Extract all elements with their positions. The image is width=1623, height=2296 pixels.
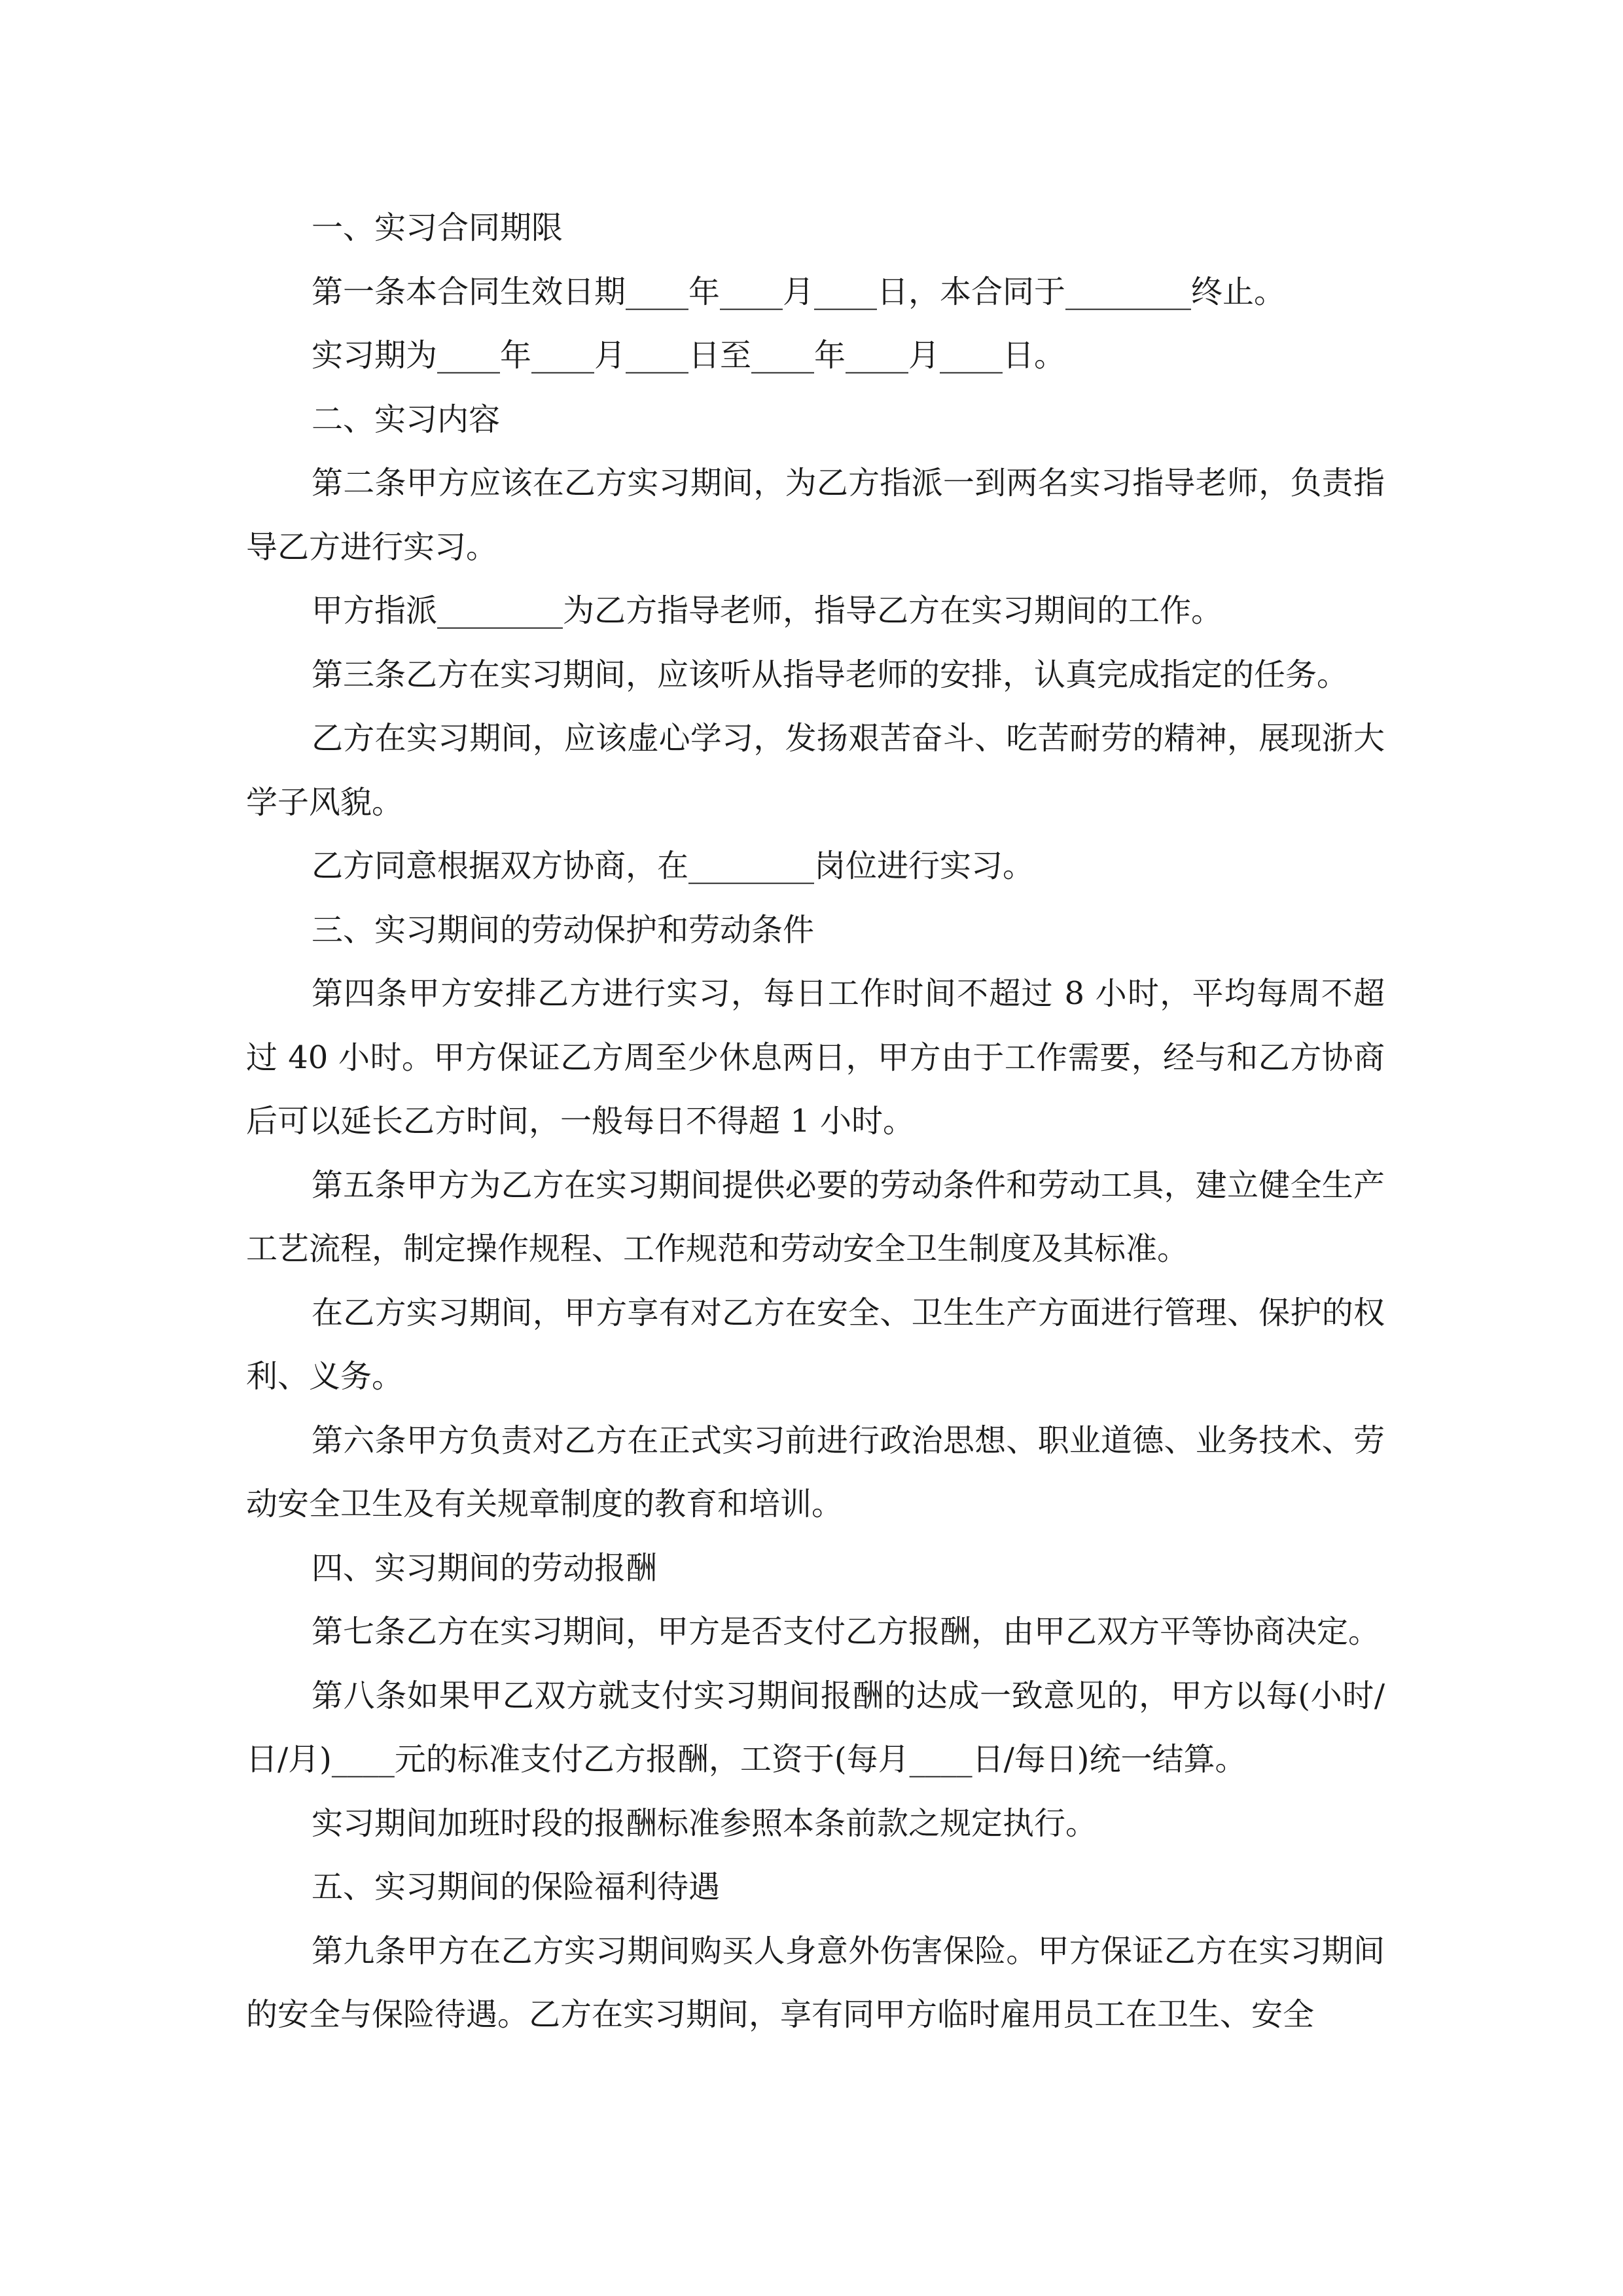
article-3: 第三条乙方在实习期间，应该听从指导老师的安排，认真完成指定的任务。 bbox=[312, 656, 1349, 693]
study-attitude: 乙方在实习期间，应该虚心学习，发扬艰苦奋斗、吃苦耐劳的精神，展现浙大学子风貌。 bbox=[246, 720, 1385, 821]
internship-period: 实习期为____年____月____日至____年____月____日。 bbox=[312, 337, 1066, 374]
mentor-assignment: 甲方指派________为乙方指导老师，指导乙方在实习期间的工作。 bbox=[312, 592, 1223, 629]
article-7: 第七条乙方在实习期间，甲方是否支付乙方报酬，由甲乙双方平等协商决定。 bbox=[312, 1613, 1380, 1650]
article-1: 第一条本合同生效日期____年____月____日，本合同于________终止。 bbox=[312, 273, 1286, 310]
section-heading-content: 二、实习内容 bbox=[312, 401, 501, 438]
section-heading-term: 一、实习合同期限 bbox=[312, 209, 563, 246]
article-4: 第四条甲方安排乙方进行实习，每日工作时间不超过 8 小时，平均每周不超过 40 小时。甲方保证乙方周至少休息两日，甲方由于工作需要，经与和乙方协商后可以延长乙方时间，一般每日不得超 1 小时。 bbox=[246, 975, 1385, 1139]
position-agreement: 乙方同意根据双方协商，在________岗位进行实习。 bbox=[312, 848, 1035, 884]
section-heading-insurance: 五、实习期间的保险福利待遇 bbox=[312, 1869, 721, 1905]
article-5: 第五条甲方为乙方在实习期间提供必要的劳动条件和劳动工具，建立健全生产工艺流程，制定操作规程、工作规范和劳动安全卫生制度及其标准。 bbox=[246, 1166, 1385, 1267]
section-heading-remuneration: 四、实习期间的劳动报酬 bbox=[312, 1549, 658, 1587]
safety-management: 在乙方实习期间，甲方享有对乙方在安全、卫生生产方面进行管理、保护的权利、义务。 bbox=[246, 1294, 1385, 1395]
article-6: 第六条甲方负责对乙方在正式实习前进行政治思想、职业道德、业务技术、劳动安全卫生及有关规章制度的教育和培训。 bbox=[246, 1422, 1385, 1522]
article-8: 第八条如果甲乙双方就支付实习期间报酬的达成一致意见的，甲方以每(小时/日/月)____元的标准支付乙方报酬，工资于(每月____日/每日)统一结算。 bbox=[246, 1677, 1385, 1778]
section-heading-protection: 三、实习期间的劳动保护和劳动条件 bbox=[312, 911, 815, 948]
article-9: 第九条甲方在乙方实习期间购买人身意外伤害保险。甲方保证乙方在实习期间的安全与保险待遇。乙方在实习期间，享有同甲方临时雇用员工在卫生、安全 bbox=[246, 1932, 1385, 2033]
overtime-pay: 实习期间加班时段的报酬标准参照本条前款之规定执行。 bbox=[312, 1804, 1097, 1842]
document-body bbox=[246, 196, 1385, 2047]
article-2: 第二条甲方应该在乙方实习期间，为乙方指派一到两名实习指导老师，负责指导乙方进行实习。 bbox=[246, 465, 1385, 565]
